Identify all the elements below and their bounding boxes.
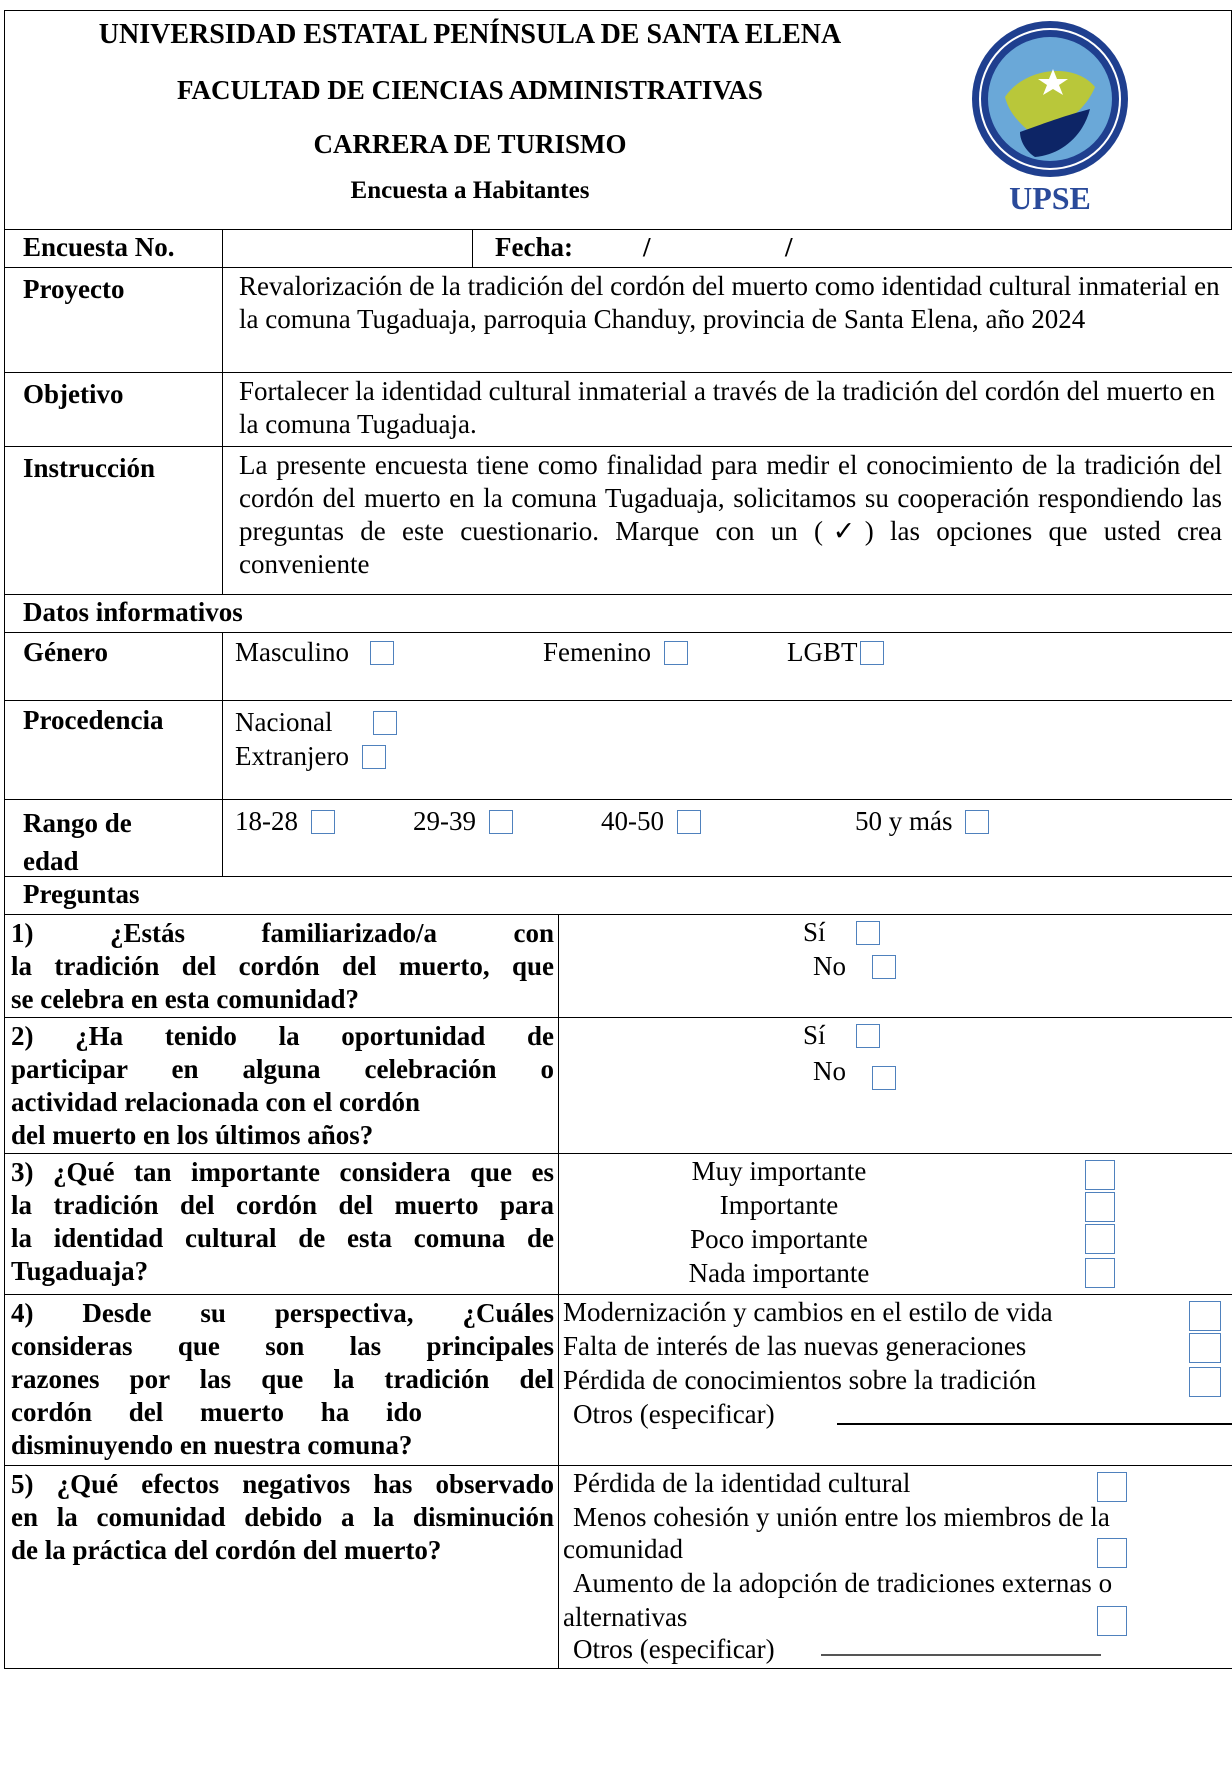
career-name: CARRERA DE TURISMO	[313, 129, 627, 159]
age-option-18-28: 18-28	[235, 806, 335, 837]
gender-option-masculino: Masculino	[235, 637, 394, 668]
faculty-name: FACULTAD DE CIENCIAS ADMINISTRATIVAS	[177, 75, 763, 105]
date-sep-2: /	[785, 232, 793, 262]
question-1-text: 1) ¿Estás familiarizado/a con la tradición del cordón del muerto, que se celebra en esta comunidad?	[5, 915, 559, 1017]
age-option-40-50: 40-50	[601, 806, 701, 837]
q1-si-checkbox[interactable]	[856, 921, 880, 945]
q4-option-perdida-conocimientos: Pérdida de conocimientos sobre la tradición	[563, 1365, 1037, 1395]
q5-option-menos-cohesion: Menos cohesión y unión entre los miembros de la	[573, 1502, 1110, 1532]
date-divider	[472, 230, 473, 267]
q5-perdida-identidad-checkbox[interactable]	[1097, 1472, 1127, 1502]
question-4-text: 4) Desde su perspectiva, ¿Cuáles consideras que son las principales razones por las que la tradición del cordón del muerto ha ido disminuyendo en nuestra comuna?	[5, 1295, 559, 1465]
gender-option-femenino: Femenino	[543, 637, 688, 668]
q5-menos-cohesion-checkbox[interactable]	[1097, 1538, 1127, 1568]
question-5-row	[4, 1465, 1232, 1669]
gender-masculino-checkbox[interactable]	[370, 641, 394, 665]
survey-title: Encuesta a Habitantes	[350, 177, 590, 204]
upse-logo	[965, 17, 1135, 217]
q2-option-si: Sí	[803, 1020, 880, 1051]
q4-modernizacion-checkbox[interactable]	[1189, 1301, 1221, 1331]
survey-document	[4, 10, 1232, 1669]
origin-extranjero-checkbox[interactable]	[362, 745, 386, 769]
age-option-50-mas: 50 y más	[855, 806, 989, 837]
q4-option-falta-interes: Falta de interés de las nuevas generaciones	[563, 1331, 1027, 1361]
q5-option-comunidad: comunidad	[563, 1534, 683, 1564]
question-2-text: 2) ¿Ha tenido la oportunidad de participar en alguna celebración o actividad relacionada con el cordón del muerto en los últimos años?	[5, 1018, 559, 1153]
q5-aumento-adopcion-checkbox[interactable]	[1097, 1606, 1127, 1636]
question-1-row	[4, 914, 1232, 1017]
survey-number-row	[4, 229, 1232, 267]
logo-text: UPSE	[1009, 180, 1091, 216]
gender-row	[4, 632, 1232, 700]
date-label: Fecha:	[495, 232, 573, 262]
q3-nada-importante-checkbox[interactable]	[1085, 1258, 1115, 1288]
preguntas-section-title: Preguntas	[4, 876, 1232, 914]
q3-option-nada-importante: Nada importante	[688, 1258, 870, 1288]
age-row	[4, 799, 1232, 876]
gender-option-lgbt: LGBT	[787, 637, 884, 668]
question-3-row	[4, 1153, 1232, 1294]
q3-poco-importante-checkbox[interactable]	[1085, 1224, 1115, 1254]
origin-nacional-checkbox[interactable]	[373, 711, 397, 735]
question-2-row	[4, 1017, 1232, 1153]
q5-otros-input[interactable]	[821, 1654, 1101, 1656]
age-50-mas-checkbox[interactable]	[965, 810, 989, 834]
survey-number-label: Encuesta No.	[5, 230, 223, 267]
q1-no-checkbox[interactable]	[872, 955, 896, 979]
q1-option-si: Sí	[803, 917, 880, 948]
project-label: Proyecto	[5, 268, 223, 372]
q5-option-perdida-identidad: Pérdida de la identidad cultural	[573, 1468, 911, 1498]
gender-lgbt-checkbox[interactable]	[860, 641, 884, 665]
university-name: UNIVERSIDAD ESTATAL PENÍNSULA DE SANTA ELENA	[98, 19, 842, 50]
q3-muy-importante-checkbox[interactable]	[1085, 1160, 1115, 1190]
project-row	[4, 267, 1232, 372]
objective-row	[4, 372, 1232, 446]
gender-label: Género	[5, 633, 223, 700]
q3-option-poco-importante: Poco importante	[690, 1224, 868, 1254]
q1-option-no: No	[813, 951, 896, 982]
origin-row	[4, 700, 1232, 799]
age-label: Rango de edad	[5, 800, 223, 876]
objective-text: Fortalecer la identidad cultural inmaterial a través de la tradición del cordón del muerto en la comuna Tugaduaja.	[239, 376, 1216, 439]
q4-perdida-conocimientos-checkbox[interactable]	[1189, 1367, 1221, 1397]
datos-section-title: Datos informativos	[4, 594, 1232, 632]
q4-option-otros: Otros (especificar)	[573, 1399, 775, 1429]
survey-header	[4, 10, 1232, 229]
q2-si-checkbox[interactable]	[856, 1024, 880, 1048]
q2-no-checkbox[interactable]	[872, 1066, 896, 1090]
instruction-row	[4, 446, 1232, 594]
origin-option-extranjero: Extranjero	[235, 741, 386, 772]
age-40-50-checkbox[interactable]	[677, 810, 701, 834]
instruction-text: La presente encuesta tiene como finalidad para medir el conocimiento de la tradición del cordón del muerto en la comuna Tugaduaja, solicitamos su cooperación respondiendo las preguntas de este cuestionario. Marque con un (✓) las opciones que usted crea conveniente	[239, 450, 1222, 579]
project-text: Revalorización de la tradición del cordón del muerto como identidad cultural inmaterial en la comuna Tugaduaja, parroquia Chanduy, provincia de Santa Elena, año 2024	[239, 271, 1220, 334]
age-option-29-39: 29-39	[413, 806, 513, 837]
q3-option-importante: Importante	[719, 1190, 839, 1220]
gender-femenino-checkbox[interactable]	[664, 641, 688, 665]
question-5-text: 5) ¿Qué efectos negativos has observado en la comunidad debido a la disminución de la práctica del cordón del muerto?	[5, 1466, 559, 1668]
q4-otros-input[interactable]	[837, 1423, 1232, 1425]
q3-option-muy-importante: Muy importante	[691, 1156, 867, 1186]
q5-option-alternativas: alternativas	[563, 1602, 688, 1632]
q3-importante-checkbox[interactable]	[1085, 1192, 1115, 1222]
question-4-row	[4, 1294, 1232, 1465]
age-29-39-checkbox[interactable]	[489, 810, 513, 834]
q4-falta-interes-checkbox[interactable]	[1189, 1333, 1221, 1363]
objective-label: Objetivo	[5, 373, 223, 446]
age-18-28-checkbox[interactable]	[311, 810, 335, 834]
q5-option-aumento-adopcion: Aumento de la adopción de tradiciones externas o	[573, 1568, 1113, 1598]
q4-option-modernizacion: Modernización y cambios en el estilo de vida	[563, 1297, 1053, 1327]
date-sep-1: /	[643, 232, 651, 262]
origin-label: Procedencia	[5, 701, 223, 799]
question-3-text: 3) ¿Qué tan importante considera que es la tradición del cordón del muerto para la identidad cultural de esta comuna de Tugaduaja?	[5, 1154, 559, 1294]
q2-option-no: No	[813, 1056, 896, 1090]
instruction-label: Instrucción	[5, 447, 223, 594]
q5-option-otros: Otros (especificar)	[573, 1634, 775, 1664]
origin-option-nacional: Nacional	[235, 707, 397, 738]
